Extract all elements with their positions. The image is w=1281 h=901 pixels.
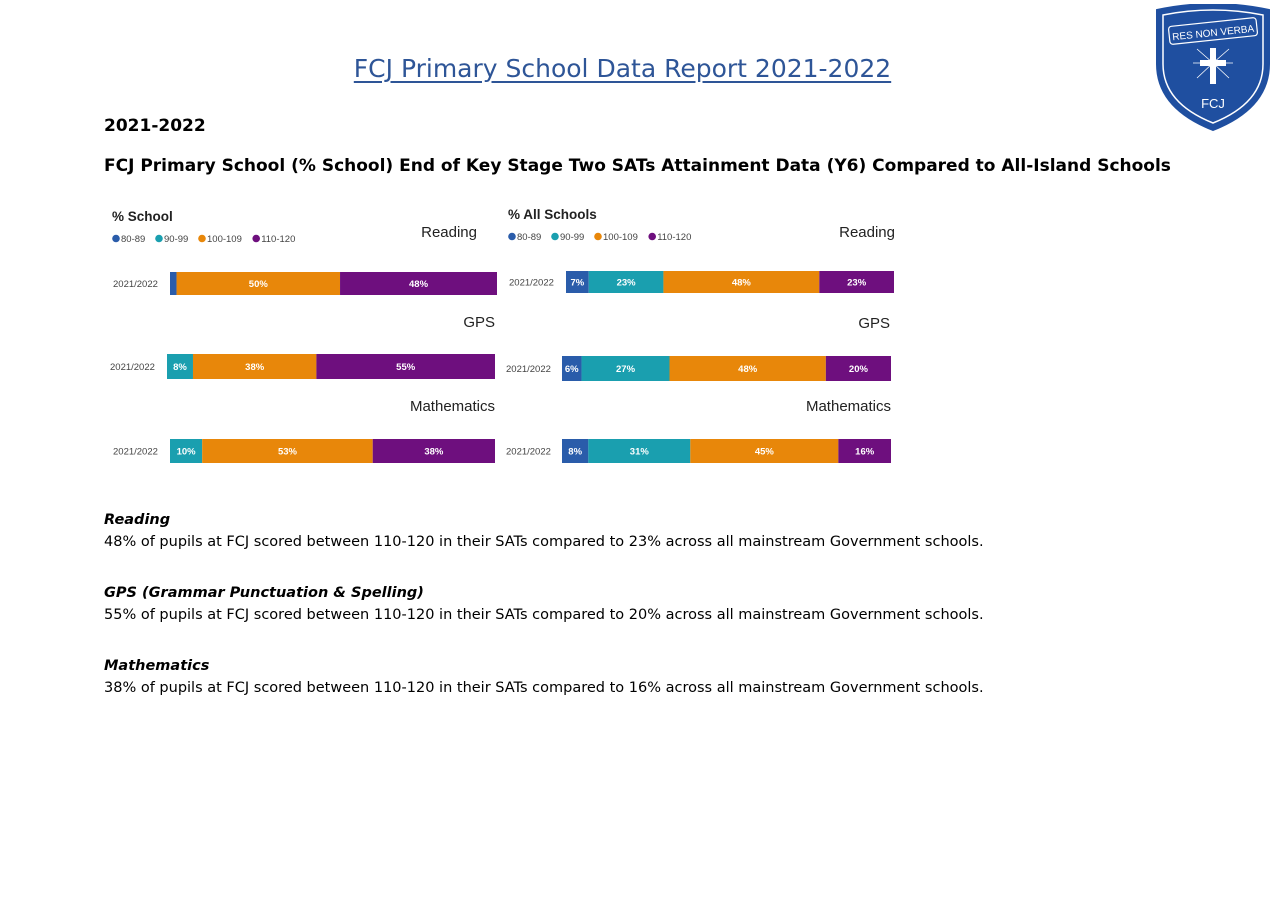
legend-marker <box>594 233 602 241</box>
panel-subject: Mathematics <box>409 398 495 415</box>
legend-marker <box>112 235 120 243</box>
legend-entry: 100-109 <box>207 234 242 245</box>
panel-subject: Reading <box>839 224 895 241</box>
legend-marker <box>551 233 559 241</box>
category-label: 2021/2022 <box>509 277 554 289</box>
legend-marker <box>198 235 206 243</box>
legend-entry: 110-120 <box>657 232 692 243</box>
chart-title: % School <box>112 209 173 224</box>
data-label: 45% <box>754 446 774 458</box>
data-label: 8% <box>173 362 187 373</box>
report-title: FCJ Primary School Data Report 2021-2022 <box>353 54 892 83</box>
legend-entry: 100-109 <box>603 232 638 243</box>
category-label: 2021/2022 <box>113 279 158 290</box>
legend-entry: 80-89 <box>517 232 542 243</box>
panel-subject: GPS <box>463 314 495 331</box>
category-label: 2021/2022 <box>110 362 155 373</box>
data-label: 38% <box>245 362 265 373</box>
data-label: 50% <box>248 279 268 290</box>
panel-subject: GPS <box>858 315 890 332</box>
data-label: 8% <box>568 446 583 458</box>
legend-entry: 90-99 <box>560 232 585 243</box>
data-label: 10% <box>176 446 196 458</box>
legend-marker <box>648 233 656 241</box>
data-label: 53% <box>277 446 297 458</box>
category-label: 2021/2022 <box>113 446 158 458</box>
legend-marker <box>155 235 163 243</box>
crest-initials: FCJ <box>1201 96 1225 111</box>
data-label: 23% <box>616 277 636 289</box>
data-label: 7% <box>570 277 585 289</box>
section-heading: FCJ Primary School (% School) End of Key Stage Two SATs Attainment Data (Y6) Compared to All-Island Schools <box>104 156 1171 176</box>
chart-title: % All Schools <box>508 207 597 222</box>
category-label: 2021/2022 <box>506 446 551 458</box>
summary-mathematics <box>104 658 984 696</box>
summary-text: 48% of pupils at FCJ scored between 110-120 in their SATs compared to 23% across all mainstream Government schools. <box>104 534 984 550</box>
data-label: 38% <box>424 446 444 458</box>
year-heading: 2021-2022 <box>104 116 206 136</box>
summary-text: 38% of pupils at FCJ scored between 110-120 in their SATs compared to 16% across all mainstream Government schools. <box>104 680 984 696</box>
data-label: 48% <box>409 279 429 290</box>
data-label: 48% <box>731 277 751 289</box>
bar-segment <box>170 272 177 295</box>
data-label: 31% <box>629 446 649 458</box>
legend-entry: 90-99 <box>164 234 189 245</box>
data-label: 16% <box>855 446 875 458</box>
legend-marker <box>508 233 516 241</box>
data-label: 55% <box>396 362 416 373</box>
summary-title: Reading <box>104 512 171 528</box>
legend-marker <box>252 235 260 243</box>
summary-text: 55% of pupils at FCJ scored between 110-120 in their SATs compared to 20% across all mainstream Government schools. <box>104 607 984 623</box>
legend-entry: 110-120 <box>261 234 296 245</box>
crest-motto: RES NON VERBA <box>1171 23 1255 44</box>
data-label: 23% <box>847 277 867 289</box>
summary-gps <box>104 585 984 623</box>
panel-subject: Reading <box>421 224 477 241</box>
summary-title: Mathematics <box>104 658 210 674</box>
data-label: 48% <box>738 364 758 375</box>
data-label: 27% <box>616 364 636 375</box>
summary-reading <box>104 512 984 550</box>
data-label: 6% <box>564 364 579 375</box>
summary-title: GPS (Grammar Punctuation & Spelling) <box>104 585 424 601</box>
legend-entry: 80-89 <box>121 234 146 245</box>
panel-subject: Mathematics <box>805 398 891 415</box>
category-label: 2021/2022 <box>506 364 551 375</box>
data-label: 20% <box>848 364 868 375</box>
